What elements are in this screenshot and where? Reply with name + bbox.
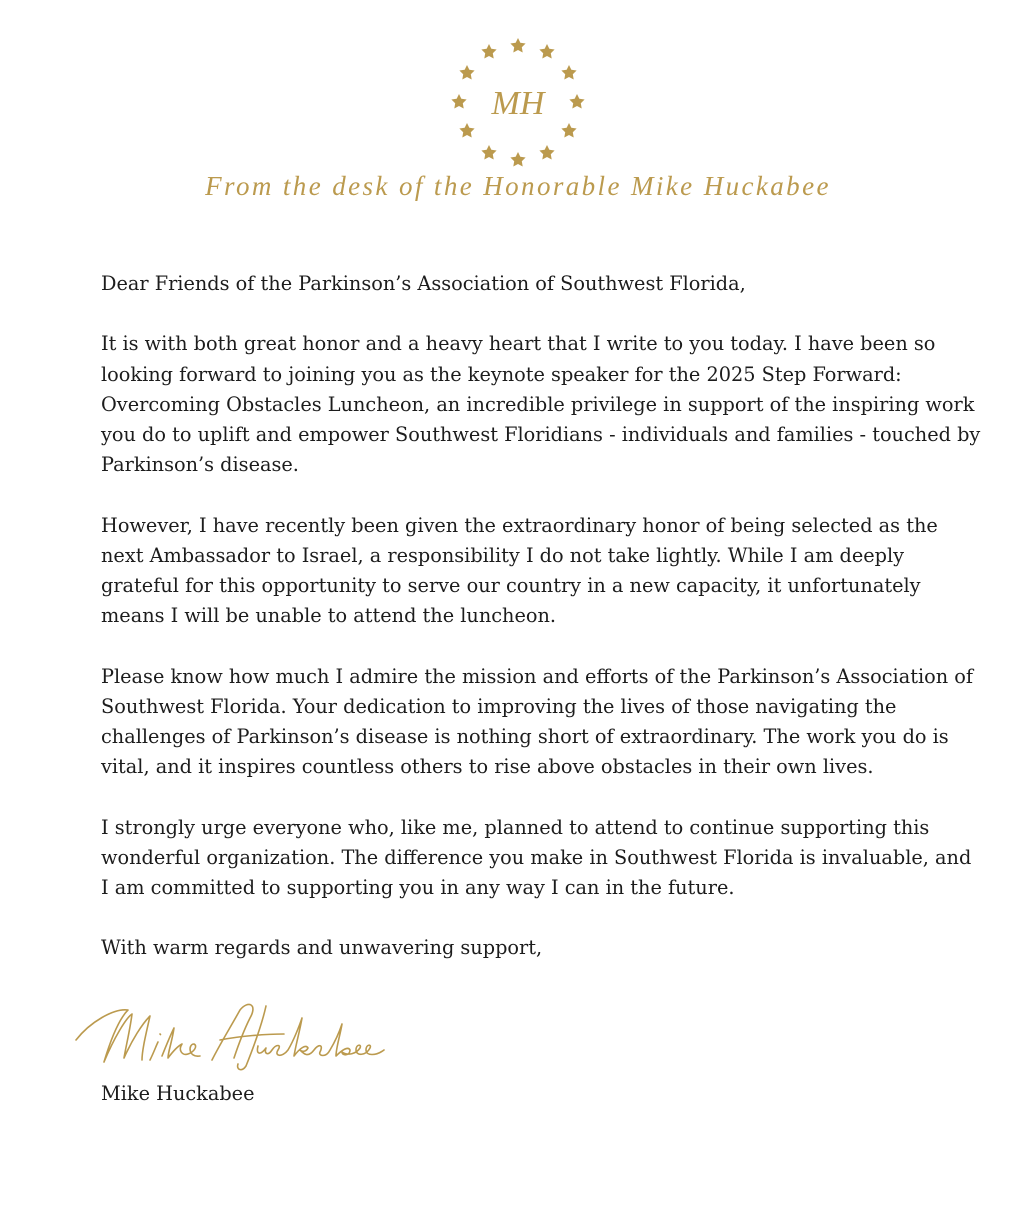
letter-body bbox=[101, 269, 981, 994]
closing: With warm regards and unwavering support, bbox=[101, 936, 543, 960]
paragraph-4: I strongly urge everyone who, like me, planned to attend to continue supporting this wonderful organization. The difference you make in Southwest Florida is invaluable, and I am committed to supporting you in any way I can in the future. bbox=[101, 815, 972, 899]
star-icon bbox=[561, 65, 576, 79]
star-icon bbox=[510, 38, 525, 52]
star-icon bbox=[481, 44, 496, 58]
star-icon bbox=[459, 123, 474, 137]
salutation: Dear Friends of the Parkinson’s Association of Southwest Florida, bbox=[101, 272, 746, 295]
star-icon bbox=[569, 94, 584, 108]
star-icon bbox=[539, 44, 554, 58]
handwritten-signature bbox=[70, 1000, 390, 1072]
star-icon bbox=[481, 145, 496, 159]
star-icon bbox=[539, 145, 554, 159]
star-icon bbox=[561, 123, 576, 137]
signer-name: Mike Huckabee bbox=[101, 1082, 255, 1105]
monogram: MH bbox=[491, 85, 545, 122]
letterhead-tagline: From the desk of the Honorable Mike Huckabee bbox=[205, 171, 831, 201]
paragraph-3: Please know how much I admire the mission and efforts of the Parkinson’s Association of Southwest Florida. Your dedication to improving the lives of those navigating the challenges of Parkinson’s disease is nothing short of extraordinary. The work you do is vital, and it inspires countless others to rise above obstacles in their own lives. bbox=[101, 664, 974, 779]
letterhead-crest bbox=[0, 30, 1036, 180]
paragraph-2: However, I have recently been given the extraordinary honor of being selected as the next Ambassador to Israel, a responsibility I do not take lightly. While I am deeply grateful for this opportunity to serve our country in a new capacity, it unfortunately means I will be unable to attend the luncheon. bbox=[101, 513, 938, 628]
paragraph-1: It is with both great honor and a heavy heart that I write to you today. I have been so looking forward to joining you as the keynote speaker for the 2025 Step Forward: Overcoming Obstacles Luncheon, an incredible privilege in support of the inspiring work you do to uplift and empower Southwest Floridians - individuals and families - touched by Parkinson’s disease. bbox=[101, 332, 981, 477]
star-icon bbox=[510, 152, 525, 166]
star-icon bbox=[459, 65, 474, 79]
star-icon bbox=[451, 94, 466, 108]
star-wreath-icon bbox=[438, 30, 598, 180]
